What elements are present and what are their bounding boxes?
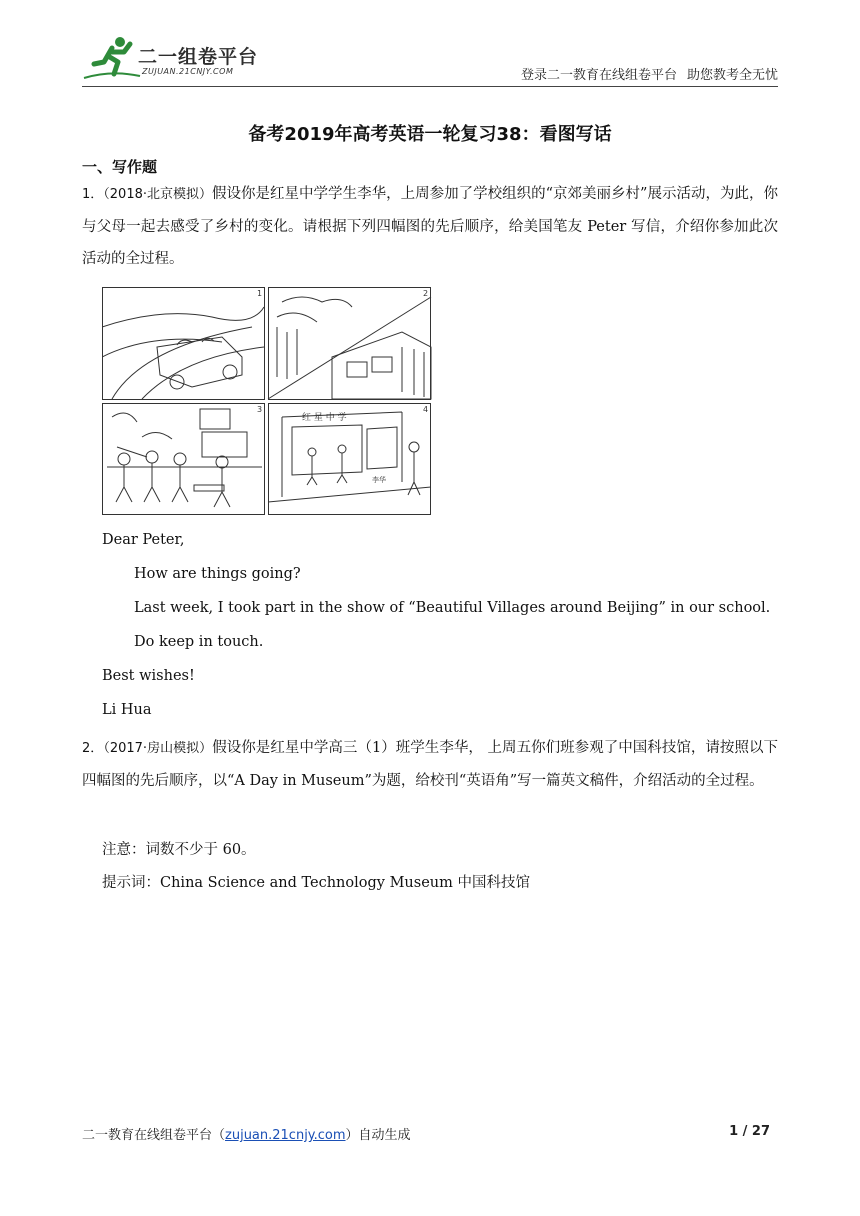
footer-link[interactable]: zujuan.21cnjy.com [225, 1128, 346, 1143]
panel-4-number: 4 [423, 405, 429, 414]
letter-line-3: Do keep in touch. [134, 634, 264, 650]
panel-1-number: 1 [257, 289, 263, 298]
page-number: 1 / 27 [729, 1124, 770, 1139]
panel-2-number: 2 [423, 289, 429, 298]
question-1-picture [102, 287, 432, 515]
question-2-text: 假设你是红星中学高三（1）班学生李华， 上周五你们班参观了中国科技馆，请按照以下四幅图的先后顺序，以“A Day in Museum”为题，给校刊“英语角”写一篇英文稿件，介绍活动的全过程。 [82, 740, 778, 789]
letter-greeting: Dear Peter, [102, 532, 185, 548]
logo-url: ZUJUAN.21CNJY.COM [142, 67, 234, 76]
header-slogan [521, 64, 778, 83]
question-2-label: 2．（2017·房山模拟） [82, 741, 213, 756]
page-header [82, 34, 778, 87]
panel-3-number: 3 [257, 405, 263, 414]
slogan-left: 登录二一教育在线组卷平台 [520, 68, 677, 83]
name-tag: 李华 [372, 476, 386, 484]
question-2 [82, 732, 778, 797]
slogan-right: 助您教考全无忧 [686, 68, 778, 83]
panel-3 [103, 404, 265, 515]
letter-closing: Best wishes! [102, 668, 195, 684]
letter-signature: Li Hua [102, 702, 152, 718]
question-1 [82, 178, 778, 275]
page-title: 备考2019年高考英语一轮复习38：看图写话 [248, 124, 612, 145]
letter-line-1: How are things going? [134, 566, 301, 582]
question-1-label: 1．（2018·北京模拟） [82, 187, 213, 202]
school-sign: 红 星 中 学 [302, 413, 347, 423]
letter-line-2: Last week, I took part in the show of “Beautiful Villages around Beijing” in our school. [134, 600, 771, 616]
panel-4 [269, 404, 431, 515]
logo[interactable] [82, 34, 282, 82]
question-2-note: 注意：词数不少于 60。 [102, 842, 256, 858]
footer-prefix: 二一教育在线组卷平台（ [82, 1128, 226, 1143]
runner-logo-icon [82, 34, 142, 82]
logo-name: 二一组卷平台 [138, 46, 259, 68]
question-1-text: 假设你是红星中学学生李华，上周参加了学校组织的“京郊美丽乡村”展示活动，为此，你与父母一起去感受了乡村的变化。请根据下列四幅图的先后顺序，给美国笔友 Peter 写信，介绍你参加此次活动的全过程。 [82, 186, 778, 267]
page-footer [82, 1124, 778, 1143]
question-2-hint: 提示词：China Science and Technology Museum 中国科技馆 [102, 875, 530, 891]
section-heading: 一、写作题 [82, 158, 158, 176]
footer-suffix: ）自动生成 [345, 1128, 411, 1143]
